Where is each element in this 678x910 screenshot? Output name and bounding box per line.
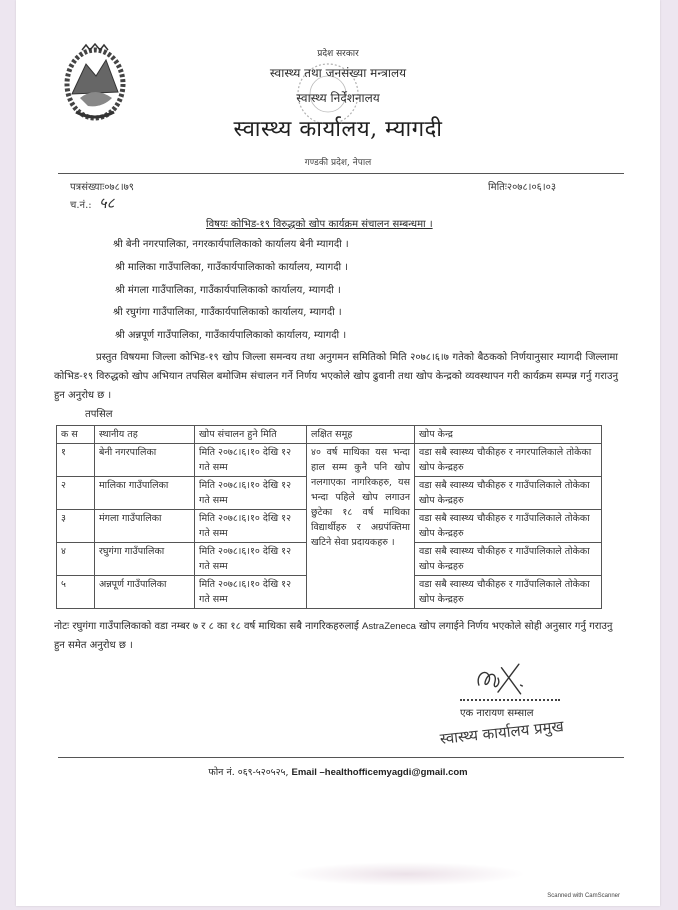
- cell-sn: ३: [57, 510, 95, 543]
- note-text-after: खोप लगाईने निर्णय भएकोले सोही अनुसार गर्नु गराउनु हुन समेत अनुरोध छ ।: [54, 621, 613, 651]
- letter-note: [54, 617, 618, 655]
- footer-email: Email –healthofficemyagdi@gmail.com: [291, 767, 468, 778]
- cell-vaccine-centre: वडा सबै स्वास्थ्य चौकीहरु र गाउँपालिकाले तोकेका खोप केन्द्रहरु: [415, 576, 602, 609]
- letter-reference-number: पत्रसंख्याः०७८।७९: [70, 182, 135, 193]
- letterhead-location: गण्डकी प्रदेश, नेपाल: [304, 158, 372, 168]
- scanner-watermark: Scanned with CamScanner: [547, 893, 620, 899]
- dispatch-number: [70, 194, 114, 215]
- cell-local-level: बेनी नगरपालिका: [95, 444, 195, 477]
- table-header-row: [57, 426, 602, 444]
- column-header-target-group: लक्षित समूह: [307, 426, 415, 444]
- note-vaccine-name: AstraZeneca: [362, 621, 416, 632]
- cell-sn: ४: [57, 543, 95, 576]
- addressee: श्री रघुगंगा गाउँपालिका, गाउँकार्यपालिकाको कार्यालय, म्यागदी ।: [113, 307, 342, 318]
- cell-vaccine-centre: वडा सबै स्वास्थ्य चौकीहरु र गाउँपालिकाले तोकेका खोप केन्द्रहरु: [415, 510, 602, 543]
- table-row: [57, 444, 602, 477]
- column-header-sn: क स: [57, 426, 95, 444]
- column-header-date: खोप संचालन हुने मिति: [195, 426, 307, 444]
- footer-divider: [58, 757, 624, 758]
- letter-body: [54, 348, 618, 405]
- cell-vaccine-centre: वडा सबै स्वास्थ्य चौकीहरु र नगरपालिकाले तोकेका खोप केन्द्रहरु: [415, 444, 602, 477]
- cell-date: मिति २०७८।६।१० देखि १२ गते सम्म: [195, 510, 307, 543]
- signature-block: [436, 659, 636, 749]
- cell-sn: २: [57, 477, 95, 510]
- signature-line: [460, 699, 560, 701]
- letterhead-office-title: स्वास्थ्य कार्यालय, म्यागदी: [233, 117, 443, 142]
- contact-footer: [16, 766, 660, 780]
- cell-local-level: मालिका गाउँपालिका: [95, 477, 195, 510]
- footer-phone: फोन नं. ०६९-५२०५२५,: [208, 767, 289, 778]
- cell-local-level: मंगला गाउँपालिका: [95, 510, 195, 543]
- vaccination-schedule-table: [56, 425, 602, 609]
- cell-target-group: ४० वर्ष माथिका यस भन्दा हाल सम्म कुनै पनि खोप नलगाएका नागरिकहरु, यस भन्दा पहिले खोप लगाउन छुटेका १८ वर्ष माथिका विद्यार्थीहरु र अग्रपंक्तिमा खटिने सेवा प्रदायकहरु ।: [307, 444, 415, 609]
- cell-local-level: अन्नपूर्ण गाउँपालिका: [95, 576, 195, 609]
- schedule-label: तपसिल: [85, 409, 113, 420]
- letter-page: [16, 0, 660, 906]
- cell-local-level: रघुगंगा गाउँपालिका: [95, 543, 195, 576]
- signatory-name: एक नारायण सम्साल: [460, 708, 534, 719]
- letter-body-text: प्रस्तुत विषयमा जिल्ला कोभिड-१९ खोप जिल्ला समन्वय तथा अनुगमन समितिको मिति २०७८।६।७ गतेको बैठकको निर्णयानुसार म्यागदी जिल्लामा कोभिड-१९ विरुद्धको खोप अभियान तपसिल बमोजिम संचालन गर्ने निर्णय भएकोले खोप ढुवानी तथा खोप केन्द्रको व्यवस्थापन गरी कार्यक्रम सम्पन्न गर्नु गराउनु हुन अनुरोध छ ।: [54, 352, 618, 401]
- letterhead-province-govt: प्रदेश सरकार: [317, 49, 359, 59]
- dispatch-number-label: च.नं.:: [70, 200, 92, 211]
- letterhead-directorate: स्वास्थ्य निर्देशनालय: [296, 91, 380, 105]
- letterhead-ministry: स्वास्थ्य तथा जनसंख्या मन्त्रालय: [269, 66, 407, 80]
- column-header-local-level: स्थानीय तह: [95, 426, 195, 444]
- cell-vaccine-centre: वडा सबै स्वास्थ्य चौकीहरु र गाउँपालिकाले तोकेका खोप केन्द्रहरु: [415, 543, 602, 576]
- letter-main-flow: [16, 348, 660, 780]
- addressee: श्री अन्नपूर्ण गाउँपालिका, गाउँकार्यपालिकाको कार्यालय, म्यागदी ।: [115, 330, 347, 341]
- header-divider: [58, 173, 624, 174]
- cell-date: मिति २०७८।६।१० देखि १२ गते सम्म: [195, 543, 307, 576]
- dispatch-number-value: ५८: [98, 194, 115, 212]
- handwritten-signature: [468, 659, 528, 699]
- signatory-designation-stamp: स्वास्थ्य कार्यालय प्रमुख: [439, 717, 565, 748]
- cell-date: मिति २०७८।६।१० देखि १२ गते सम्म: [195, 477, 307, 510]
- cell-date: मिति २०७८।६।१० देखि १२ गते सम्म: [195, 576, 307, 609]
- letter-subject: विषयः कोभिड-१९ विरुद्धको खोप कार्यक्रम संचालन सम्बन्धमा ।: [206, 219, 433, 230]
- addressee: श्री बेनी नगरपालिका, नगरकार्यपालिकाको कार्यालय बेनी म्यागदी ।: [113, 239, 349, 250]
- note-text-before: नोटः रघुगंगा गाउँपालिकाको वडा नम्बर ७ र ८ का १८ वर्ष माथिका सबै नागरिकहरुलाई: [54, 621, 359, 632]
- letter-date: मितिः२०७८।०६।०३: [488, 182, 557, 193]
- cell-sn: ५: [57, 576, 95, 609]
- cell-sn: १: [57, 444, 95, 477]
- addressee: श्री मंगला गाउँपालिका, गाउँकार्यपालिकाको कार्यालय, म्यागदी ।: [115, 285, 341, 296]
- cell-date: मिति २०७८।६।१० देखि १२ गते सम्म: [195, 444, 307, 477]
- addressee: श्री मालिका गाउँपालिका, गाउँकार्यपालिकाको कार्यालय, म्यागदी ।: [115, 262, 349, 273]
- cell-vaccine-centre: वडा सबै स्वास्थ्य चौकीहरु र गाउँपालिकाले तोकेका खोप केन्द्रहरु: [415, 477, 602, 510]
- column-header-vaccine-centre: खोप केन्द्र: [415, 426, 602, 444]
- scan-smudge: [286, 862, 526, 886]
